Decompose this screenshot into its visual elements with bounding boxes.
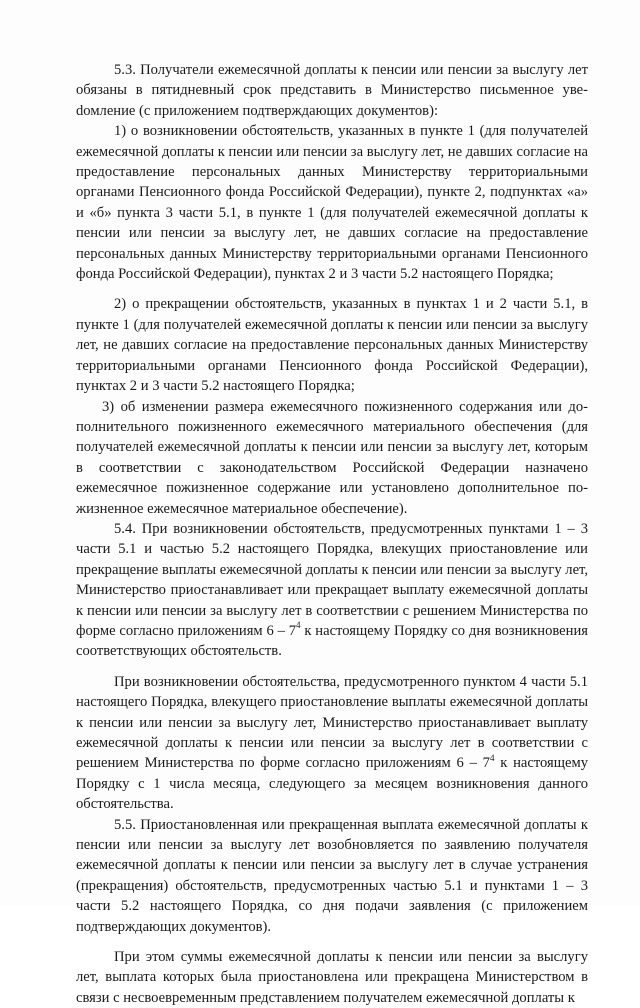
paragraph-5-4-second: [76, 672, 588, 815]
document-body: [76, 60, 588, 1008]
paragraph-5-4-second-superscript: 4: [489, 752, 495, 763]
paragraph-5-3-item-1: 1) о возникновении обстоятельств, указанных в пункте 1 (для получателей ежемесячной доплаты к пенсии или пенсии за выслугу лет, не давших согласие на предоставление персональных данных Министерству территориальными органами Пенсионного фонда Российской Федерации), пункте 2, подпунктах «а» и «б» пункта 3 части 5.1, в пункте 1 (для получателей ежемесячной доплаты к пенсии или пенсии за выслугу лет, не давших согласие на предоставление персональных данных Министерству территориальными органами Пенсионного фонда Российской Федерации), пунктах 2 и 3 части 5.2 настоящего Порядка;: [76, 123, 588, 283]
paragraph-5-5: 5.5. Приостановленная или прекращенная выплата ежемесячной доплаты к пенсии или пенсии за выслугу лет возобновляется по заявлению получателя ежемесячной доплаты к пенсии или пенсии за выслугу лет в случае устранения (прекращения) обстоятельств, предусмотренных частью 5.1 и пунктами 1 – 3 части 5.2 настоящего Порядка, со дня подачи заявления (с приложением подтверждающих документов).: [76, 816, 588, 935]
paragraph-5-4-superscript: 4: [296, 620, 301, 631]
paragraph-5-4-second-text-after: к настоящему Порядку с 1 числа месяца, следующего за месяцем возникновения данного обстоятельства.: [76, 755, 588, 813]
paragraph-5-4-text-before: 5.4. При возникновении обстоятельств, предусмотренных пунктами 1 – 3 части 5.1 и частью 5.2 настоящего Порядка, влекущих приостановление или прекращение выплаты ежемесячной доплаты к пенсии или пенсии за выслугу лет, Министерство приостанавливает или прекращает выплату ежемесячной доплаты к пенсии или пенсии за выслугу лет в соответствии с решением Министерства по форме согласно приложениям 6 – 7: [76, 520, 588, 639]
paragraph-5-3-item-3: 3) об изменении размера ежемесячного пожизненного содержания или дополнительного пожизненного ежемесячного материального обеспечения (для получателей ежемесячной доплаты к пенсии или пенсии за выслугу лет, которым в соответствии с законодательством Российской Федерации назначено ежемесячное пожизненное содержание или установлено дополнительное пожизненное ежемесячное материальное обеспечение).: [76, 398, 588, 517]
paragraph-5-3-item-2: 2) о прекращении обстоятельств, указанных в пунктах 1 и 2 части 5.1, в пункте 1 (для получателей ежемесячной доплаты к пенсии или пенсии за выслугу лет, не давших согласие на предоставление персональных данных Министерству территориальными органами Пенсионного фонда Российской Федерации), пунктах 2 и 3 части 5.2 настоящего Порядка;: [76, 296, 588, 395]
paragraph-5-4: [76, 519, 588, 662]
paragraph-5-4-text-after: к настоящему Порядку со дня возникновения соответствующих обстоятельств.: [76, 622, 588, 660]
paragraph-5-3: 5.3. Получатели ежемесячной доплаты к пенсии или пенсии за выслугу лет обязаны в пятидневный срок представить в Министерство письменное увеdомление (с приложением подтверждающих документов):: [76, 62, 588, 119]
paragraph-5-4-second-text-before: При возникновении обстоятельства, предусмотренного пунктом 4 части 5.1 настоящего Порядка, влекущего приостановление выплаты ежемесячной доплаты к пенсии или пенсии за выслугу лет, Министерство приостанавливает выплату ежемесячной доплаты к пенсии или пенсии за выслугу лет в соответствии с решением Министерства по форме согласно приложениям 6 – 7: [76, 673, 588, 772]
paragraph-5-5-second: При этом суммы ежемесячной доплаты к пенсии или пенсии за выслугу лет, выплата которых была приостановлена или прекращена Министерством в связи с несвоевременным представлением получателем ежемесячной доплаты к: [76, 949, 588, 1006]
